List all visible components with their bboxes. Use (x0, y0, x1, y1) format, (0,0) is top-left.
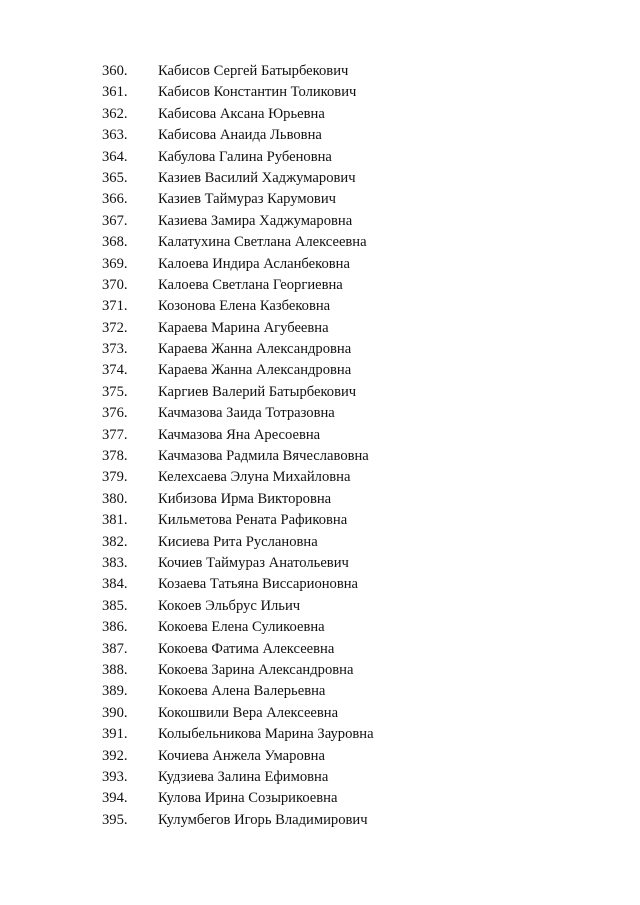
item-number: 375. (102, 383, 128, 400)
list-item (0, 339, 640, 360)
item-name: Кулумбегов Игорь Владимирович (158, 811, 368, 828)
item-name: Каргиев Валерий Батырбекович (158, 383, 357, 400)
item-name: Кабисов Сергей Батырбекович (158, 63, 349, 79)
list-item (0, 767, 640, 788)
list-item (0, 660, 640, 681)
item-name: Качмазова Радмила Вячеславовна (158, 448, 369, 465)
item-number: 392. (102, 747, 128, 764)
list-item (0, 104, 640, 125)
item-number: 394. (102, 790, 128, 807)
item-name: Караева Марина Агубеевна (158, 319, 329, 336)
item-name: Кулова Ирина Созырикоевна (158, 790, 338, 807)
list-item (0, 211, 640, 232)
list-item (0, 489, 640, 510)
item-number: 361. (102, 84, 128, 101)
item-number: 382. (102, 533, 128, 550)
item-number: 390. (102, 704, 128, 721)
item-name: Колыбельникова Марина Зауровна (158, 726, 374, 743)
item-number: 376. (102, 405, 128, 422)
item-number: 373. (102, 341, 128, 358)
list-item (0, 553, 640, 574)
list-item (0, 168, 640, 189)
list-item (0, 232, 640, 253)
list-item (0, 746, 640, 767)
item-name: Кабисова Анаида Львовна (158, 127, 322, 144)
item-name: Кокоева Алена Валерьевна (158, 683, 326, 700)
list-item (0, 574, 640, 595)
list-item (0, 125, 640, 146)
item-name: Казиева Замира Хаджумаровна (158, 212, 353, 229)
list-item (0, 403, 640, 424)
item-name: Калоева Индира Асланбековна (158, 255, 350, 272)
item-number: 360. (102, 63, 128, 79)
item-number: 389. (102, 683, 128, 700)
item-number: 380. (102, 490, 128, 507)
list-item (0, 703, 640, 724)
item-name: Кибизова Ирма Викторовна (158, 490, 332, 507)
item-name: Качмазова Яна Аресоевна (158, 426, 321, 443)
item-number: 385. (102, 597, 128, 614)
item-name: Кокоева Зарина Александровна (158, 661, 354, 678)
item-number: 395. (102, 811, 128, 828)
item-number: 393. (102, 768, 128, 785)
list-item (0, 147, 640, 168)
item-name: Кокоева Елена Суликоевна (158, 619, 325, 636)
item-number: 377. (102, 426, 128, 443)
item-name: Кильметова Рената Рафиковна (158, 512, 348, 529)
item-name: Кабисов Константин Толикович (158, 84, 357, 101)
item-name: Калоева Светлана Георгиевна (158, 276, 343, 293)
list-item (0, 788, 640, 809)
item-number: 371. (102, 298, 128, 315)
item-number: 369. (102, 255, 128, 272)
item-name: Качмазова Заида Тотразовна (158, 405, 335, 422)
item-number: 364. (102, 148, 128, 165)
list-item (0, 189, 640, 210)
item-number: 381. (102, 512, 128, 529)
item-name: Кабисова Аксана Юрьевна (158, 105, 325, 122)
list-item (0, 510, 640, 531)
item-number: 367. (102, 212, 128, 229)
list-item (0, 532, 640, 553)
item-number: 372. (102, 319, 128, 336)
item-name: Караева Жанна Александровна (158, 362, 352, 379)
list-item (0, 382, 640, 403)
item-name: Кочиева Анжела Умаровна (158, 747, 325, 764)
item-number: 370. (102, 276, 128, 293)
name-list (0, 61, 640, 831)
item-name: Кокоева Фатима Алексеевна (158, 640, 335, 657)
item-number: 363. (102, 127, 128, 144)
item-name: Козонова Елена Казбековна (158, 298, 331, 315)
item-name: Калатухина Светлана Алексеевна (158, 234, 367, 251)
item-number: 368. (102, 234, 128, 251)
item-name: Кабулова Галина Рубеновна (158, 148, 332, 165)
item-number: 386. (102, 619, 128, 636)
item-name: Кудзиева Залина Ефимовна (158, 768, 329, 785)
list-item (0, 810, 640, 831)
list-item (0, 467, 640, 488)
list-item (0, 82, 640, 103)
item-name: Казиев Василий Хаджумарович (158, 169, 356, 186)
item-name: Казиев Таймураз Карумович (158, 191, 336, 208)
item-number: 384. (102, 576, 128, 593)
item-number: 365. (102, 169, 128, 186)
list-item (0, 639, 640, 660)
list-item (0, 425, 640, 446)
item-name: Келехсаева Элуна Михайловна (158, 469, 351, 486)
list-item (0, 296, 640, 317)
list-item (0, 275, 640, 296)
item-number: 383. (102, 554, 128, 571)
item-number: 366. (102, 191, 128, 208)
list-item (0, 318, 640, 339)
item-number: 388. (102, 661, 128, 678)
list-item (0, 61, 640, 82)
item-name: Кокошвили Вера Алексеевна (158, 704, 339, 721)
list-item (0, 360, 640, 381)
item-number: 374. (102, 362, 128, 379)
item-name: Караева Жанна Александровна (158, 341, 352, 358)
item-name: Кокоев Эльбрус Ильич (158, 597, 301, 614)
list-item (0, 617, 640, 638)
item-number: 362. (102, 105, 128, 122)
item-number: 378. (102, 448, 128, 465)
list-item (0, 446, 640, 467)
list-item (0, 254, 640, 275)
item-number: 387. (102, 640, 128, 657)
item-number: 391. (102, 726, 128, 743)
list-item (0, 724, 640, 745)
list-item (0, 681, 640, 702)
item-name: Козаева Татьяна Виссарионовна (158, 576, 359, 593)
item-number: 379. (102, 469, 128, 486)
list-item (0, 596, 640, 617)
item-name: Кисиева Рита Руслановна (158, 533, 318, 550)
item-name: Кочиев Таймураз Анатольевич (158, 554, 349, 571)
